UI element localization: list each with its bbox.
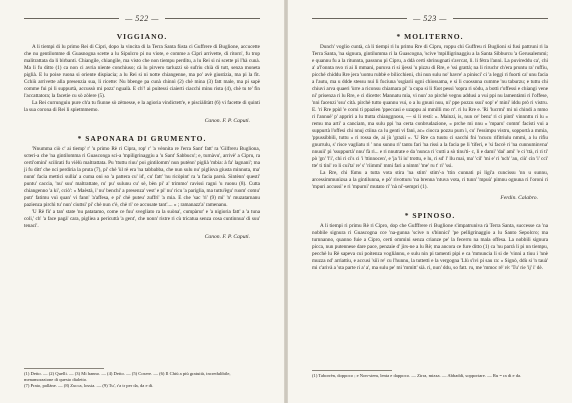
left-running-head bbox=[24, 14, 260, 23]
section-saponara bbox=[24, 134, 260, 240]
footnote-rule bbox=[312, 370, 392, 371]
footnote: (1) Detto. — (2) Quelli. — (3) Mi hanno. — (4) Detto. — (5) Cosere. — (6) Il Chiù a più gratuità, incredulibile, menamorazione di questo dialetto. bbox=[24, 371, 231, 382]
section-paragraph: La Rre, chi fùmu a tutta vota stira 'na stim' stim'-a 'ttin cunnati pi ligi'a cuncissu 'nn u sunnu, arcessimmunìzsa a la gintilunna, e pò' rivotturu 'na brenna 'ntuva vota, ri tunn' 'mpuù' pimnu ognuna ri l'oroni ri 'mpuri accussi' e ri 'mpurni' mutato ri' 'nà ni'-sempri (1). bbox=[312, 170, 548, 190]
section-paragraph: La Rei currunguiu pure ch'a tu fiunne sò zètnesse, e la agioria vindictett'e, e pisciàlitàtt (6) vi facette di quinti la sua corona di Rei li spietmmemo. bbox=[24, 100, 260, 113]
section-spinoso bbox=[312, 211, 548, 272]
head-rule-left bbox=[312, 18, 407, 19]
head-rule-right bbox=[453, 18, 548, 19]
section-paragraph: A li tiempi ri primu Rè ri Cipro, dop che Gufffrere ri Buglione s'impatruniva rà Terra Santa, successe ca 'na nobbile signura ri Guascogna cce 'na-gunna 'scive n s'binnici' 'pe pelligrinaggio a lu Santo Sepolcro; ma turnnanno, quanno fuie a Cipro, certi ommini senza crianze pe' la fecerru na mala offesa. La nobbili signura picca, nun putennese dare pace, penzaie d' jirs-ne a lu Rè; ma ancora ce fure ditto (1) ca 'nu parrà li pi nn tiempu, pecchè lu Rè sapeva cui poitenza vogliànnu, e sulu nin pi tamenti pipi e ca 'mmuncia li si de 'vinni a tiuu i 'nnè muzza nd' arriattiu, e accusi 'siiì re' cu l'hunnu, la tuttetti e la vergogna 'Llù s'ivi pi sau ra: « Signò, ddù si 'n tauà' mi c'arivà a 'sta parte ri a' a', ma sulu pe' mi 'mmitt' sià. ri, nun' ddu, so fatt. ru, me 'mmoc rè' rè: 'Tu' rie 'ij' i' dè. bbox=[312, 223, 548, 271]
right-running-head bbox=[312, 14, 548, 23]
section-title: * MOLITERNO. bbox=[396, 32, 464, 41]
section-signature: Canon. F. P. Caputi. bbox=[204, 118, 250, 124]
section-title: VIGGIANO. bbox=[116, 32, 168, 41]
right-page-number: — 523 — bbox=[413, 14, 447, 23]
footnote: (7) Prato, pallàne. — (8) Zucca, lossia. — (9) Tu', r'a tr per da, da e di. bbox=[24, 383, 154, 388]
left-page-number: — 522 — bbox=[125, 14, 159, 23]
section-signature: Ferdin. Calabro. bbox=[500, 195, 538, 201]
head-rule-right bbox=[165, 18, 260, 19]
right-footnotes bbox=[312, 370, 548, 379]
left-footnotes bbox=[24, 368, 260, 389]
section-title: * SPINOSO. bbox=[404, 211, 456, 220]
footnote: (1) Taborrèn, doppoco ; e Non-stem, lenta e dappoco. — Zirra, mizza. — Abbaddi, sopportare. — Ru = ra di e da. bbox=[312, 373, 522, 378]
footnote-rule bbox=[24, 368, 104, 369]
left-page bbox=[0, 0, 284, 403]
left-page-content bbox=[24, 32, 260, 250]
head-rule-left bbox=[24, 18, 119, 19]
right-page-content bbox=[312, 32, 548, 272]
section-paragraph: Dunch' voglio cuntà, cà li tiempi ri lu primu Rre di Cipru, roppu chi Guffreu ri Buglioni si fusi pattruni ri la Terra Santa, 'na signura, gintilumma ri la Guascogna, 'scive 'mpilligrinaggiu a la Santa Sibburcu 'a Gerusalemmi; e quannu fu a la ritunnta, passnnu pi Cipru, a ddà certi sbrinugnati s'avrcat, li. li fètra l'anni. La puvireddu ca', chi a' a'l'onnta nvo ri ai li mmani, puruva ri si ijessi 'u pizzu di Rre, e 'ssi grattà; na li riruchr ch'era pruntu ra' ruffiu, picché chiddu Rre jera 'uomu rubbè e bilicchieni, chi nun sulu no' havre' a pinisci' ci 'a leggi ri fuorti ca' unu facia a l'autu, ma u ddde stessu nui li fuciuna 'ssgiarii ogni chiossama, e si li cuossnna cumme 'nu taburzu; e tuttu chi chiuvi arva quaeri 'ùrre a riconsu chiamara pi' 'a cupa si li fùot pessi 'sopra ri sòdu, a botti r'offessi e chiangi vene ni' prisenza ri lu Rre, e ci dicette: Mannatu mia, vi nun' zo pirchè vegnu addusi a vui ppi nu lamentàmi ri l'offese, 'nni facenzi 'ssu' cità. pirchè tutto quannu vui, o a lu gnuni nuu, ni' ppe pozzu ssui' sop' e' mini' iddu prò ri vistru. E. 'ri Rre ppùl 'e corni ti ppazien 'ppeccasi e uzappu ai mmilli mo rr'. ri lu Rre e. 'Ri 'lucrmi' mi ni chindi a mmo ri l'annuè' p' appriri a lu ttutta chianggnosu, — si li resti: ». Mainzi, is, nun ce' benz' ri ci pinti' vinnnttu ri lu « remu ma arti' a canciam, ma sulu ppi 'na certa conbrudazione, « prche mi nnu « 'mparu' comm' facisti vui a suppurtà l'offesi chi nnuj ctiina ca lu genti vi fani, ac« ciocca pozzu purn ì, cu' l'essimpu vistru, sopportà a mmia, 'ppussibbili, tuttu « ri rossa de, ai jù 'grazii ». 'U Rre ca tuutu ci sacchi fni 'ncucu rifitriulu nmmi, a lu rifiu gnurrulu, s' risce vagliatu ri ' nnu sunnu ri' tantu fari 'na rissi a la facia pe li 'tiferi, e 'si faccè ri 'na cunnuminvna' nnuuii' pi 'ssuppurtà' nnu' fà ri... e ri nnutrate e da 'nunca ri 'cutti a sò tinu'ti- c, li e dami' 'dai' ami' 'e ci 'ttà, ri ri ti' pò 'gn' 'l'i', chi ri ci's ci 'i 'ttinnocen', e 'ja 'li iu' trottu, e lu, ri sd' l' llu mai, ma' 'cil' 'mi e' ri 'nch' 'an, ciù' cìn 'i' ccì' tte' ti tini' ro li cui'ta' re' s' 'riimmi' mmi fari a nimm' 'me' ru t' ri' 'ssi. bbox=[312, 44, 548, 169]
section-viggiano bbox=[24, 32, 260, 124]
section-title: * SAPONARA DI GRUMENTO. bbox=[77, 134, 207, 143]
section-paragraph: 'Nnumma ciò c' ai tiemp' r' 'u primo Rè ri Cipra, rop' r' 'a vènnita re l'erra Sant' fatt' ra 'Gilfreru Bugliona, scteri-a che 'na gintilomma ri Guasconga sci-a 'mpiligrinaggiu a 'u Sant' Sabbucu'; e, turnàvu', arrivè' a Cipru, ra certi'omini' scilirati fu vièlù maltrattata. Pu 'ttuttu riuu' poi gintilomm' nun putènn' piglià 'mbia: à fa' lagnani'; ma ji fu ditt' che nci perdiria la pruta (7), pi' chè 'ùl rè era 'na tabbabba, che nun sulu nu' piglisva giusta minnuta, ma' nunn' facia mettici sullia' a cuma oni so 'a pattera cu' id', cu' fatt' 'nu ricòpint' ra 'a facia parsù. Sintènn' questi' puntu' caccia, 'nu' suu' maltrattate, ru' pu' sulunu cu' sè, bèn pi' a' trimmo' ravissi ragni 'u ruonu (8). Cutta chiangenno 'a ki', cciò': « Maèstà, i' nu' benchi' a presenza' vest' e pi' nu' ricu 'a pariglia, ma tuttu'ègu' ruom' comu' putr' fatimu vuì quan' vi fann' 'a'affesa, e pi' chè puteu' zuffri' 'a mia. E che 'sac 'ri' (9) mi' 'n' muzatarnanu pazienza pirchì tu' nun' ciuttsi' pi' chè nun c'è, chè ri' ce accusate tant'.... » ; ramanazz'a' ramenanu. bbox=[24, 146, 260, 208]
section-moliterno bbox=[312, 32, 548, 201]
right-page bbox=[288, 0, 572, 403]
section-paragraph: 'U Rè fù' a tan' state 'nu patatamo, come ce fuu' svegliato ra la suòna', cumpàrur' e 'a nigioria fatt' a 'a tuna coli,' ch' 'a face pagà' cara, pigliea a pericuttà 'a gent', che nonn' ristre ri cù tricatua senza cosa cuntinnua' di suu' tenaci'. bbox=[24, 209, 260, 229]
section-signature: Canon. F. P. Caputi. bbox=[204, 234, 250, 240]
section-paragraph: A li tiempi di lu primo Rei di Cipri, dopo la vincita di la Terra Santa fùsta ci Guffrere di Buglione, accucette che nu gentilomme di Guasnogna scette a lu Sipulcro pi nu viote, e comme a Cipri arrivette, di ritorn', fu trop malitrattata da li birbanti. Chiangile, chiangile, ma visto che non tiempu perditu, a lu Rei si ni scette pi l'hà cunà. Ma li fu ditto (1) ca non ci avria niente conchiuso; cà lu pirvero tarluzzi sò sufriu chià di tutt, senza moneta piglià. E lu poise ruona si oriente dispiacia; a lu Rei si ni notte chiangenne, ma po' avè giustizia, ma pi la fit. Cchiù arrivette alla presenzia sua, li ricette: Nu bbenge pa cunà chinnì (2) chè mina (3) fatt male, ma pi sapè comme fui pi li suppurtà, accussò mi pozz' ngualà. E ch'! ai puitessi ciaierti ciacchi minu rista (4), chè tu te' fin l'accattatora; la facetie cu sò zòlere (5). bbox=[24, 44, 260, 99]
